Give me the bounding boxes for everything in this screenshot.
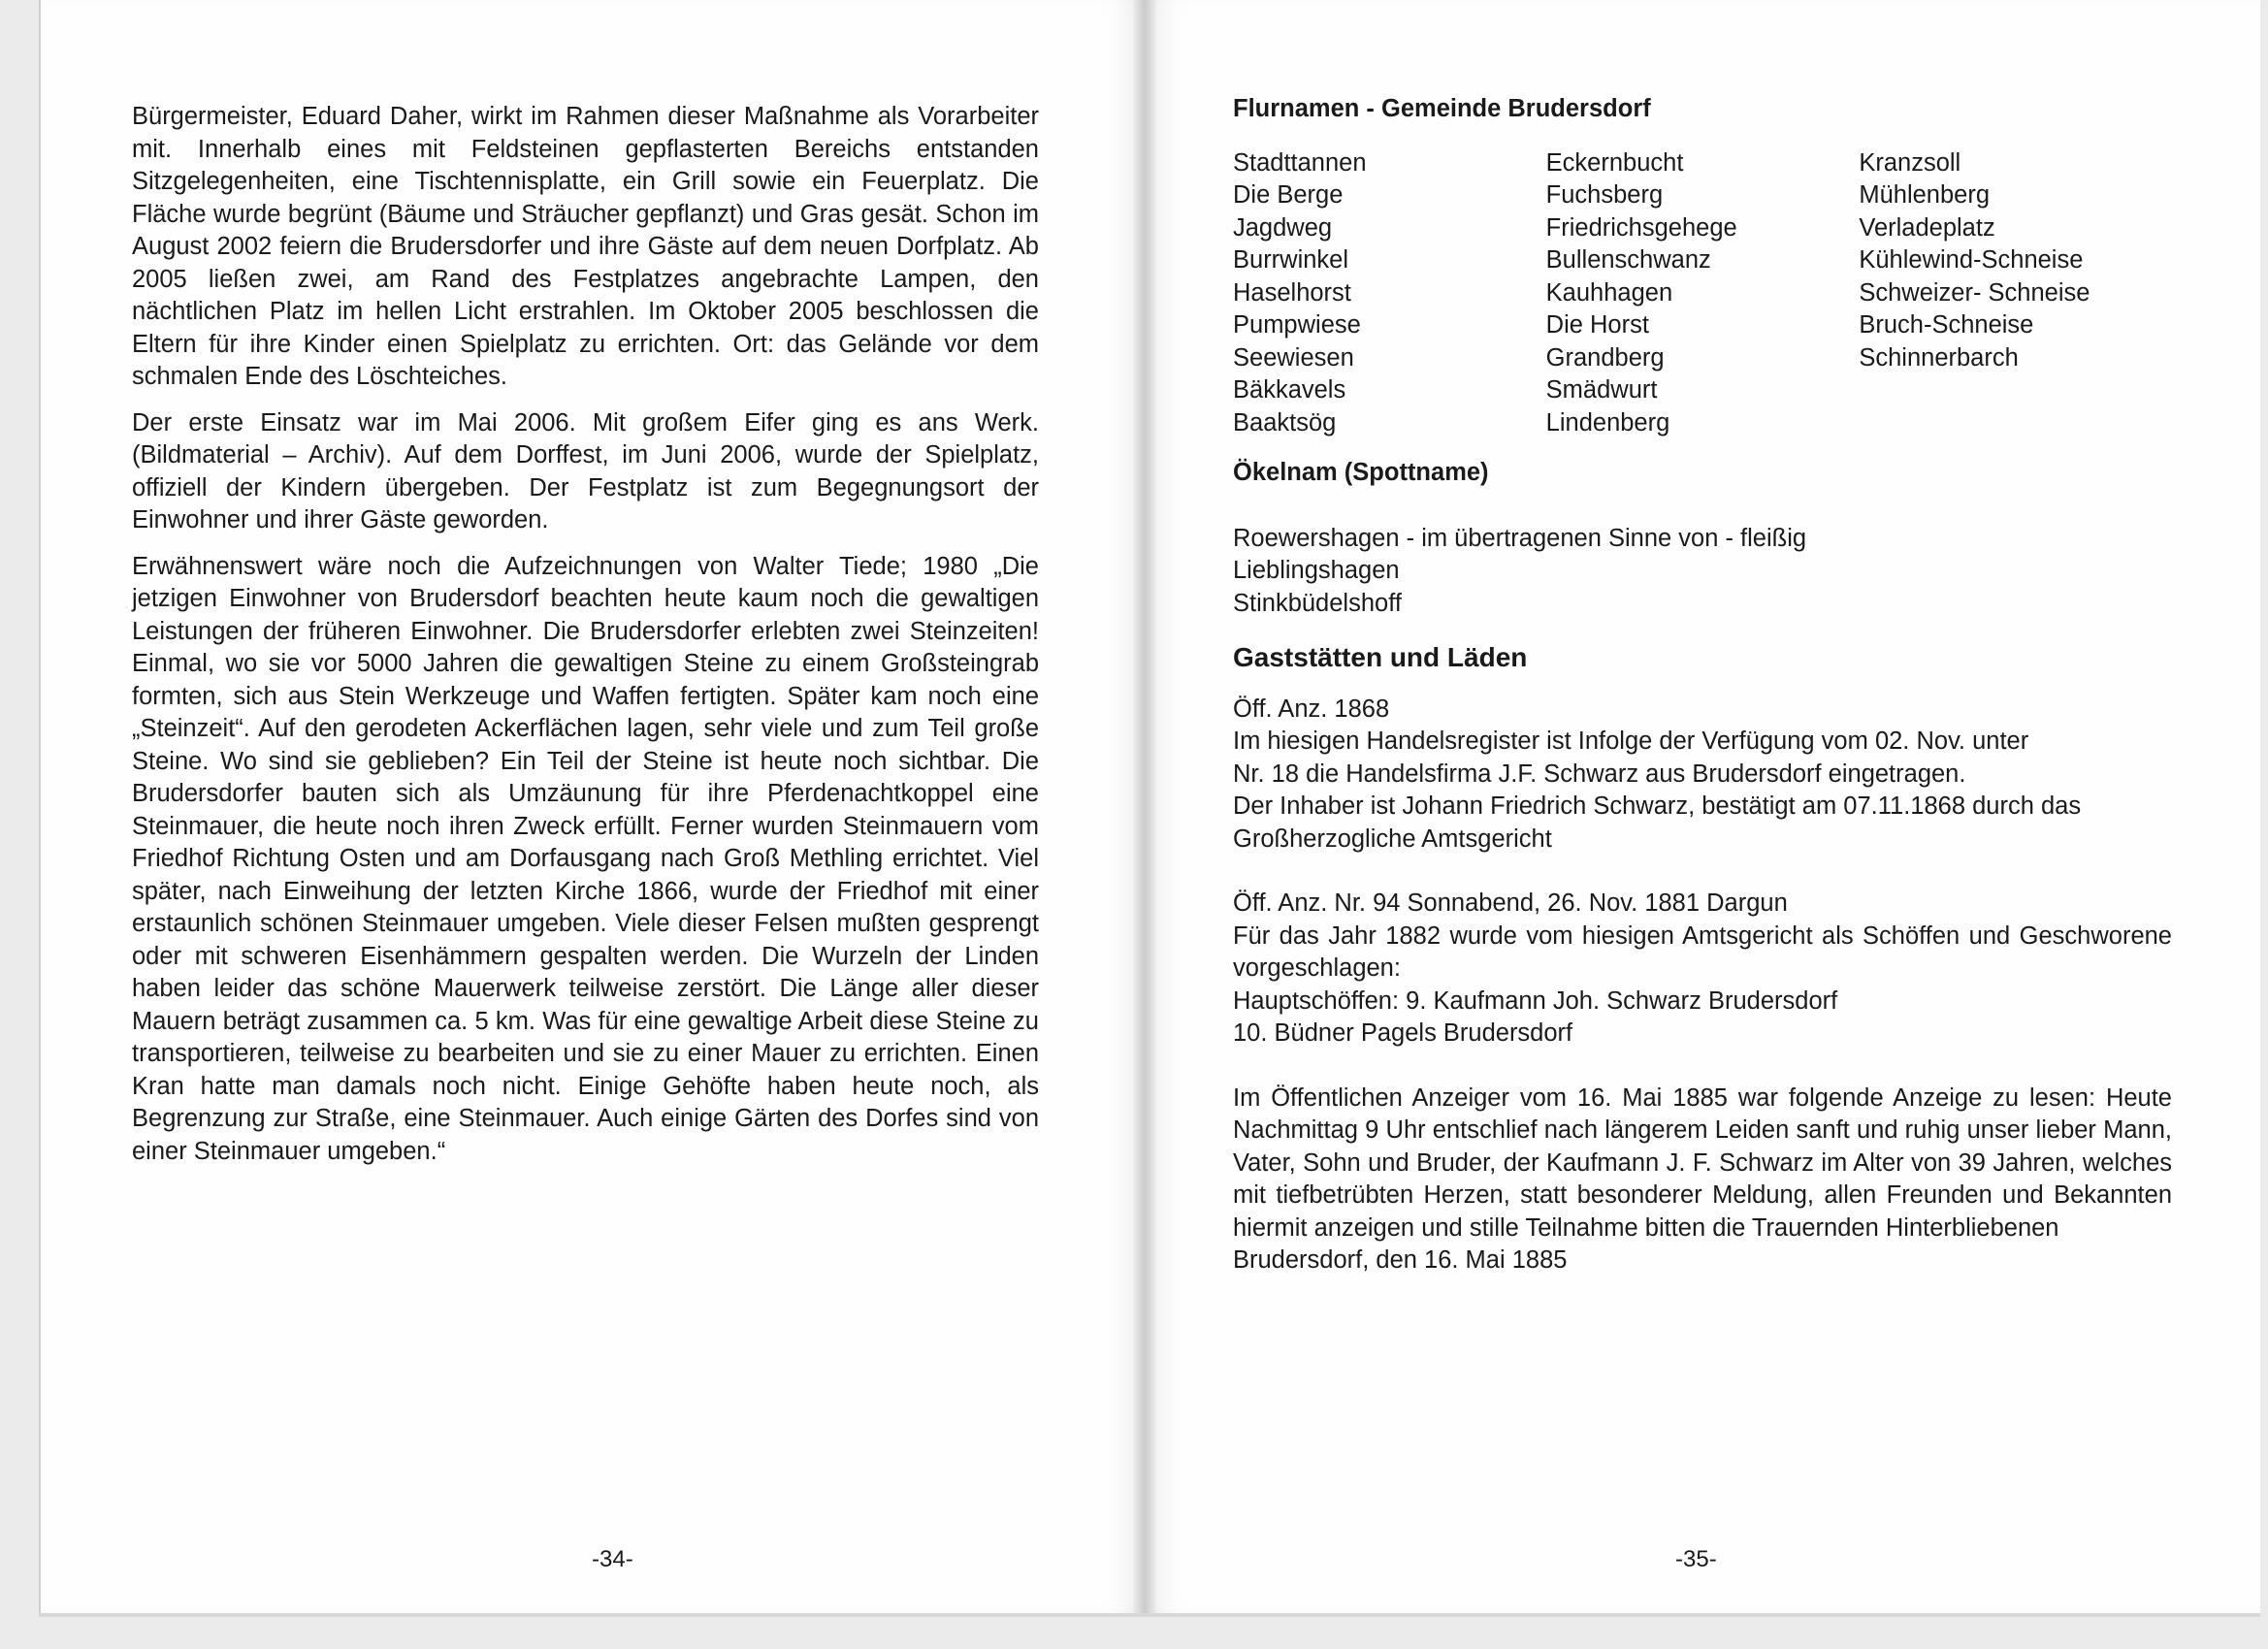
flurname: Kauhhagen — [1545, 278, 1673, 307]
register-entry-1868 — [1233, 694, 2172, 857]
text-line: Öff. Anz. 1868 — [1233, 695, 1390, 723]
paragraph-spielplatz: Der erste Einsatz war im Mai 2006. Mit großem Eifer ging es ans Werk. (Bildmaterial – Archiv). Auf dem Dorffest, im Juni 2006, wurde der Spielplatz, offiziell der Kindern übergeben. Der Festplatz ist zum Begegnungsort der Einwohner und ihrer Gäste geworden. — [132, 408, 1039, 534]
text-line: Der Inhaber ist Johann Friedrich Schwarz, bestätigt am 07.11.1868 durch das — [1233, 792, 2082, 820]
anzeige-signature: Brudersdorf, den 16. Mai 1885 — [1233, 1246, 1568, 1274]
text-line: Hauptschöffen: 9. Kaufmann Joh. Schwarz Brudersdorf — [1233, 986, 1838, 1015]
flurname: Baaktsög — [1233, 408, 1337, 436]
page-number-right: -35- — [1675, 1546, 1717, 1572]
schoeffen-entry-1881 — [1233, 888, 2172, 1051]
anzeige-text: Im Öffentlichen Anzeiger vom 16. Mai 1885 war folgende Anzeige zu lesen: Heute Nachmittag 9 Uhr entschlief nach längerem Leiden sanft und ruhig unser lieber Mann, Vater, Sohn und Bruder, der Kaufmann J. F. Schwarz im Alter von 39 Jahren, welches mit tiefbetrübten Herzen, statt besonderer Meldung, allen Freunden und Bekannten hiermit anzeigen und stille Teilnahme bitten die Trauernden Hinterbliebenen — [1233, 1083, 2172, 1242]
flurname: Die Horst — [1545, 311, 1649, 339]
flurname: Friedrichsgehege — [1545, 213, 1737, 242]
page-bottom-edge — [39, 1613, 2260, 1617]
flurnamen-column-3 — [1859, 147, 2172, 440]
text-line: Großherzogliche Amtsgericht — [1233, 824, 1552, 853]
text-line: Nr. 18 die Handelsfirma J.F. Schwarz aus Brudersdorf eingetragen. — [1233, 760, 1966, 788]
anzeige-entry-1885 — [1233, 1083, 2172, 1277]
text-line: Öff. Anz. Nr. 94 Sonnabend, 26. Nov. 1881 Dargun — [1233, 889, 1788, 917]
gaststaetten-heading: Gaststätten und Läden — [1233, 642, 1528, 672]
flurname: Bäkkavels — [1233, 376, 1346, 404]
flurname: Pumpwiese — [1233, 311, 1361, 339]
text-line: Für das Jahr 1882 wurde vom hiesigen Amtsgericht als Schöffen und Geschworene vorgeschlagen: — [1233, 922, 2172, 982]
right-page-body — [1233, 93, 2172, 1277]
paragraph-steinzeit: Erwähnenswert wäre noch die Aufzeichnungen von Walter Tiede; 1980 „Die jetzigen Einwohner von Brudersdorf beachten heute kaum noch die gewaltigen Leistungen der früheren Einwohner. Die Brudersdorfer erlebten zwei Steinzeiten! Einmal, wo sie vor 5000 Jahren die gewaltigen Steine zu einem Großsteingrab formten, sich aus Stein Werkzeuge und Waffen fertigten. Später kam noch eine „Steinzeit“. Auf den gerodeten Ackerflächen lagen, sehr viele und zum Teil große Steine. Wo sind sie geblieben? Ein Teil der Steine ist heute noch sichtbar. Die Brudersdorfer bauten sich als Umzäunung für ihre Pferdenachtkoppel eine Steinmauer, die heute noch ihren Zweck erfüllt. Ferner wurden Steinmauern vom Friedhof Richtung Osten und am Dorfausgang nach Groß Methling errichtet. Viel später, nach Einweihung der letzten Kirche 1866, wurde der Friedhof mit einer erstaunlich schönen Steinmauer umgeben. Viele dieser Felsen mußten gesprengt oder mit schweren Eisenhämmern gespalten werden. Die Wurzeln der Linden haben leider das schöne Mauerwerk teilweise zerstört. Die Länge aller dieser Mauern beträgt zusammen ca. 5 km. Was für eine gewaltige Arbeit diese Steine zu transportieren, teilweise zu bearbeiten und sie zu einer Mauer zu errichten. Einen Kran hatte man damals noch nicht. Einige Gehöfte haben heute noch, als Begrenzung zur Straße, eine Steinmauer. Auch einige Gärten des Dorfes sind von einer Steinmauer umgeben.“ — [132, 552, 1039, 1165]
flurname: Haselhorst — [1233, 278, 1351, 307]
flurname: Die Berge — [1233, 181, 1344, 209]
flurname: Stadttannen — [1233, 148, 1367, 177]
flurname: Eckernbucht — [1545, 148, 1684, 177]
text-line: Im hiesigen Handelsregister ist Infolge der Verfügung vom 02. Nov. unter — [1233, 728, 2029, 755]
flurname: Bruch-Schneise — [1859, 311, 2034, 339]
spottname-line: Lieblingshagen — [1233, 557, 1400, 584]
flurnamen-column-1 — [1233, 147, 1546, 440]
page-number-left: -34- — [592, 1546, 633, 1572]
paragraph-dorfplatz: Bürgermeister, Eduard Daher, wirkt im Rahmen dieser Maßnahme als Vorarbeiter mit. Innerhalb eines mit Feldsteinen gepflasterten Bereichs entstanden Sitzgelegenheiten, eine Tischtennisplatte, ein Grill sowie ein Feuerplatz. Die Fläche wurde begrünt (Bäume und Sträucher gepflanzt) und Gras gesät. Schon im August 2002 feiern die Brudersdorfer und ihre Gäste auf dem neuen Dorfplatz. Ab 2005 ließen zwei, am Rand des Festplatzes angebrachte Lampen, den nächtlichen Platz im hellen Licht erstrahlen. Im Oktober 2005 beschlossen die Eltern für ihre Kinder einen Spielplatz zu errichten. Ort: das Gelände vor dem schmalen Ende des Löschteiches. — [132, 103, 1039, 390]
flurname: Mühlenberg — [1859, 181, 1991, 209]
spottname-heading: Ökelnam (Spottname) — [1233, 459, 1489, 486]
flurname: Jagdweg — [1233, 213, 1333, 242]
spottname-line: Stinkbüdelshoff — [1233, 589, 1402, 617]
flurname: Burrwinkel — [1233, 246, 1349, 274]
flurname: Kühlewind-Schneise — [1859, 246, 2084, 274]
spottname-list — [1233, 523, 2172, 621]
book-gutter — [1133, 0, 1156, 1615]
flurname: Seewiesen — [1233, 343, 1354, 372]
flurname: Lindenberg — [1545, 408, 1670, 436]
flurnamen-list — [1233, 147, 2172, 440]
flurname: Kranzsoll — [1859, 148, 1961, 177]
text-line: 10. Büdner Pagels Brudersdorf — [1233, 1019, 1573, 1047]
flurname: Schinnerbarch — [1859, 343, 2019, 372]
flurname: Grandberg — [1545, 343, 1665, 372]
flurnamen-column-2 — [1546, 147, 1860, 440]
left-page-body — [132, 101, 1039, 1181]
flurname: Bullenschwanz — [1545, 246, 1711, 274]
spottname-line: Roewershagen - im übertragenen Sinne von - fleißig — [1233, 524, 1807, 552]
flurname: Smädwurt — [1545, 376, 1658, 404]
flurname: Verladeplatz — [1859, 213, 1995, 242]
flurname: Fuchsberg — [1545, 181, 1664, 209]
flurname: Schweizer- Schneise — [1859, 278, 2090, 307]
flurnamen-heading: Flurnamen - Gemeinde Brudersdorf — [1233, 95, 1651, 122]
